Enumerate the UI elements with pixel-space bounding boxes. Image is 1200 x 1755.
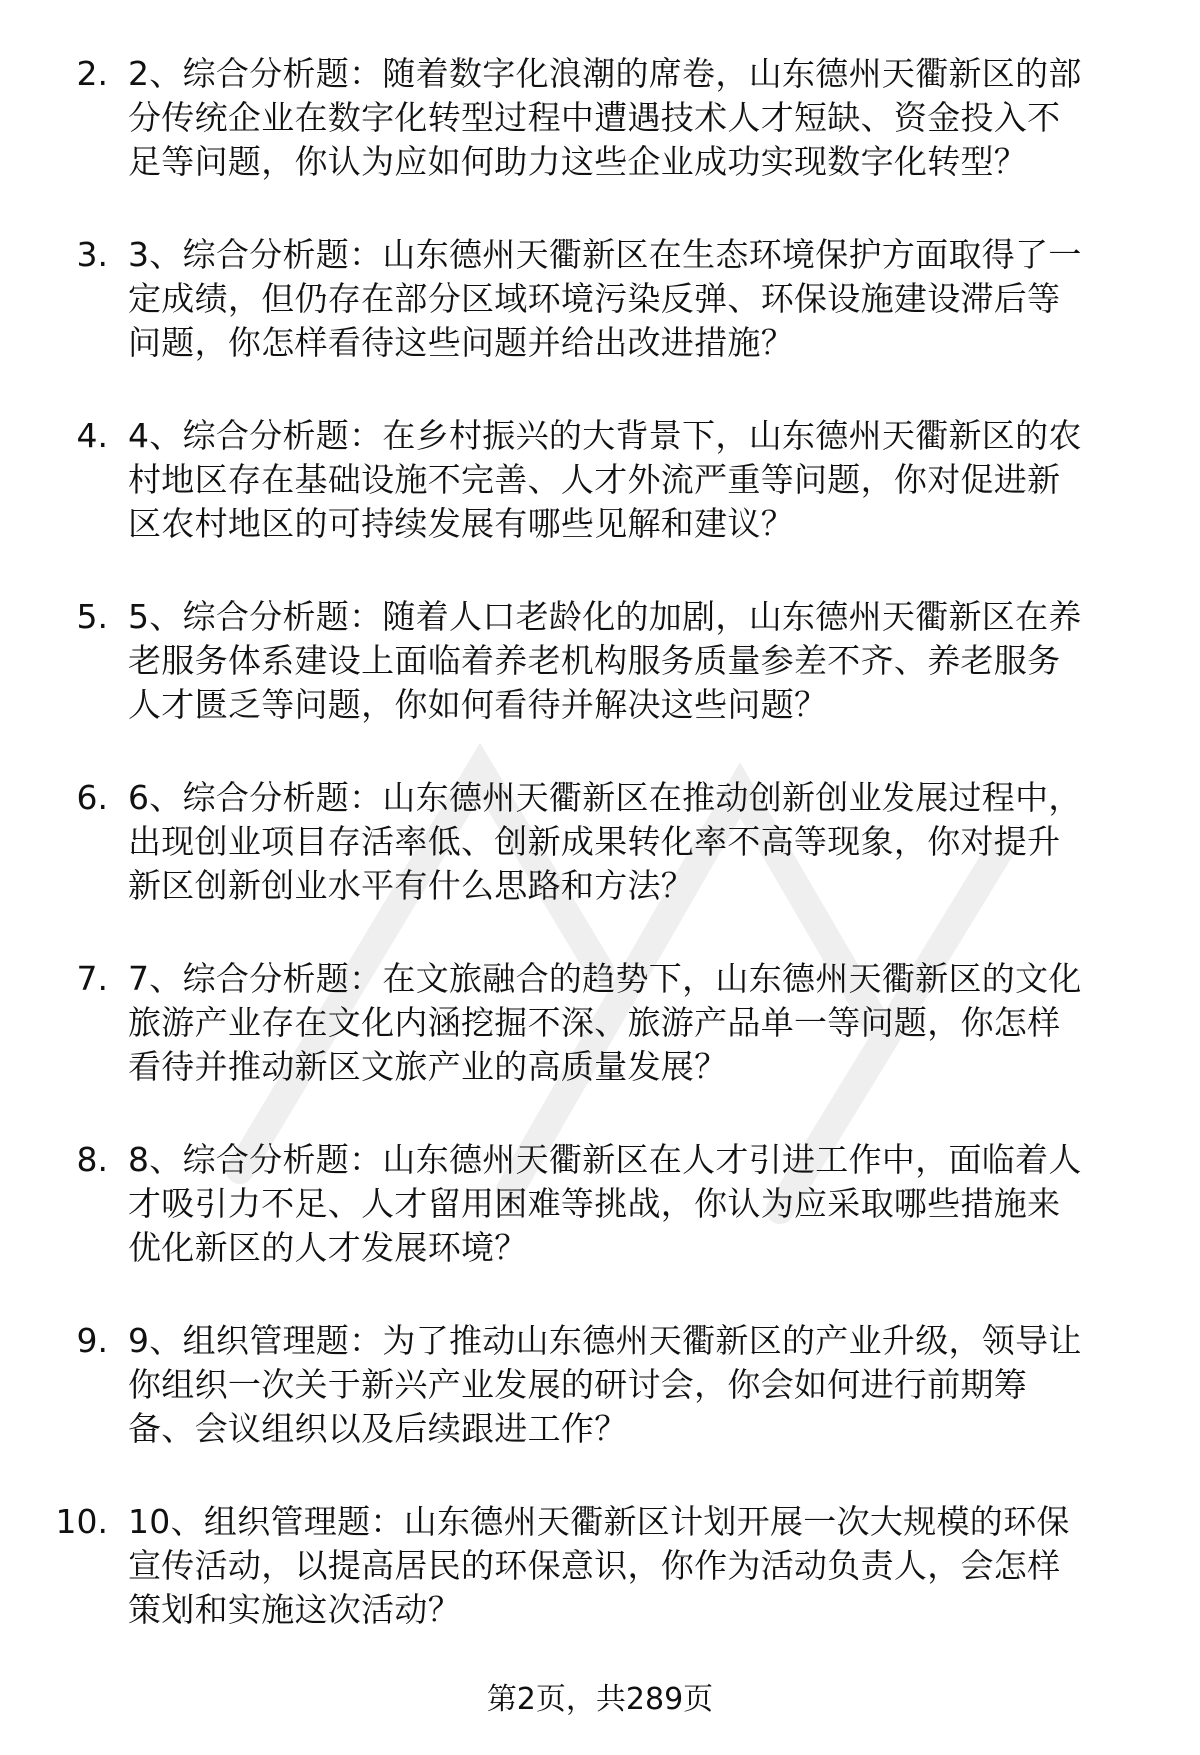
question-line: 6、综合分析题：山东德州天衢新区在推动创新创业发展过程中， [128, 778, 1082, 817]
question-line: 你组织一次关于新兴产业发展的研讨会，你会如何进行前期筹 [128, 1365, 1028, 1404]
question-line: 5、综合分析题：随着人口老龄化的加剧，山东德州天衢新区在养 [128, 597, 1082, 636]
question-number: 5. [76, 597, 108, 636]
question-text [128, 233, 1160, 365]
question-line: 4、综合分析题：在乡村振兴的大背景下，山东德州天衢新区的农 [128, 416, 1082, 455]
question-line: 3、综合分析题：山东德州天衢新区在生态环境保护方面取得了一 [128, 235, 1082, 274]
question-number: 10. [55, 1502, 108, 1541]
question-line: 区农村地区的可持续发展有哪些见解和建议？ [128, 504, 794, 543]
question-number: 4. [76, 416, 108, 455]
question-line: 老服务体系建设上面临着养老机构服务质量参差不齐、养老服务 [128, 641, 1061, 680]
question-line: 2、综合分析题：随着数字化浪潮的席卷，山东德州天衢新区的部 [128, 54, 1082, 93]
question-item [0, 957, 1200, 1138]
question-line: 备、会议组织以及后续跟进工作？ [128, 1409, 628, 1448]
question-number: 8. [76, 1140, 108, 1179]
question-line: 问题，你怎样看待这些问题并给出改进措施？ [128, 323, 794, 362]
question-item [0, 414, 1200, 595]
question-number: 7. [76, 959, 108, 998]
question-text [128, 414, 1160, 546]
question-line: 才吸引力不足、人才留用困难等挑战，你认为应采取哪些措施来 [128, 1184, 1061, 1223]
question-line: 新区创新创业水平有什么思路和方法？ [128, 866, 695, 905]
question-text [128, 595, 1160, 727]
question-item [0, 233, 1200, 414]
question-line: 旅游产业存在文化内涵挖掘不深、旅游产品单一等问题，你怎样 [128, 1003, 1061, 1042]
question-line: 出现创业项目存活率低、创新成果转化率不高等现象，你对提升 [128, 822, 1061, 861]
question-list [0, 52, 1200, 1681]
question-line: 人才匮乏等问题，你如何看待并解决这些问题？ [128, 685, 828, 724]
question-line: 优化新区的人才发展环境？ [128, 1228, 528, 1267]
question-line: 8、综合分析题：山东德州天衢新区在人才引进工作中，面临着人 [128, 1140, 1082, 1179]
question-line: 宣传活动，以提高居民的环保意识，你作为活动负责人，会怎样 [128, 1546, 1061, 1585]
question-text [128, 1500, 1160, 1632]
question-line: 9、组织管理题：为了推动山东德州天衢新区的产业升级，领导让 [128, 1321, 1082, 1360]
question-item [0, 1138, 1200, 1319]
question-item [0, 52, 1200, 233]
question-text [128, 776, 1160, 908]
page-footer: 第2页，共289页 [486, 1682, 714, 1717]
question-line: 10、组织管理题：山东德州天衢新区计划开展一次大规模的环保 [128, 1502, 1070, 1541]
question-text [128, 1319, 1160, 1451]
question-line: 分传统企业在数字化转型过程中遭遇技术人才短缺、资金投入不 [128, 98, 1061, 137]
question-text [128, 957, 1160, 1089]
question-item [0, 1319, 1200, 1500]
question-line: 定成绩，但仍存在部分区域环境污染反弹、环保设施建设滞后等 [128, 279, 1061, 318]
question-number: 9. [76, 1321, 108, 1360]
question-text [128, 52, 1160, 184]
question-item [0, 595, 1200, 776]
question-line: 策划和实施这次活动？ [128, 1590, 461, 1629]
question-number: 2. [76, 54, 108, 93]
question-line: 村地区存在基础设施不完善、人才外流严重等问题，你对促进新 [128, 460, 1061, 499]
question-item [0, 1500, 1200, 1681]
question-text [128, 1138, 1160, 1270]
question-number: 6. [76, 778, 108, 817]
question-item [0, 776, 1200, 957]
question-line: 7、综合分析题：在文旅融合的趋势下，山东德州天衢新区的文化 [128, 959, 1082, 998]
question-number: 3. [76, 235, 108, 274]
question-line: 足等问题，你认为应如何助力这些企业成功实现数字化转型？ [128, 142, 1028, 181]
question-line: 看待并推动新区文旅产业的高质量发展？ [128, 1047, 728, 1086]
